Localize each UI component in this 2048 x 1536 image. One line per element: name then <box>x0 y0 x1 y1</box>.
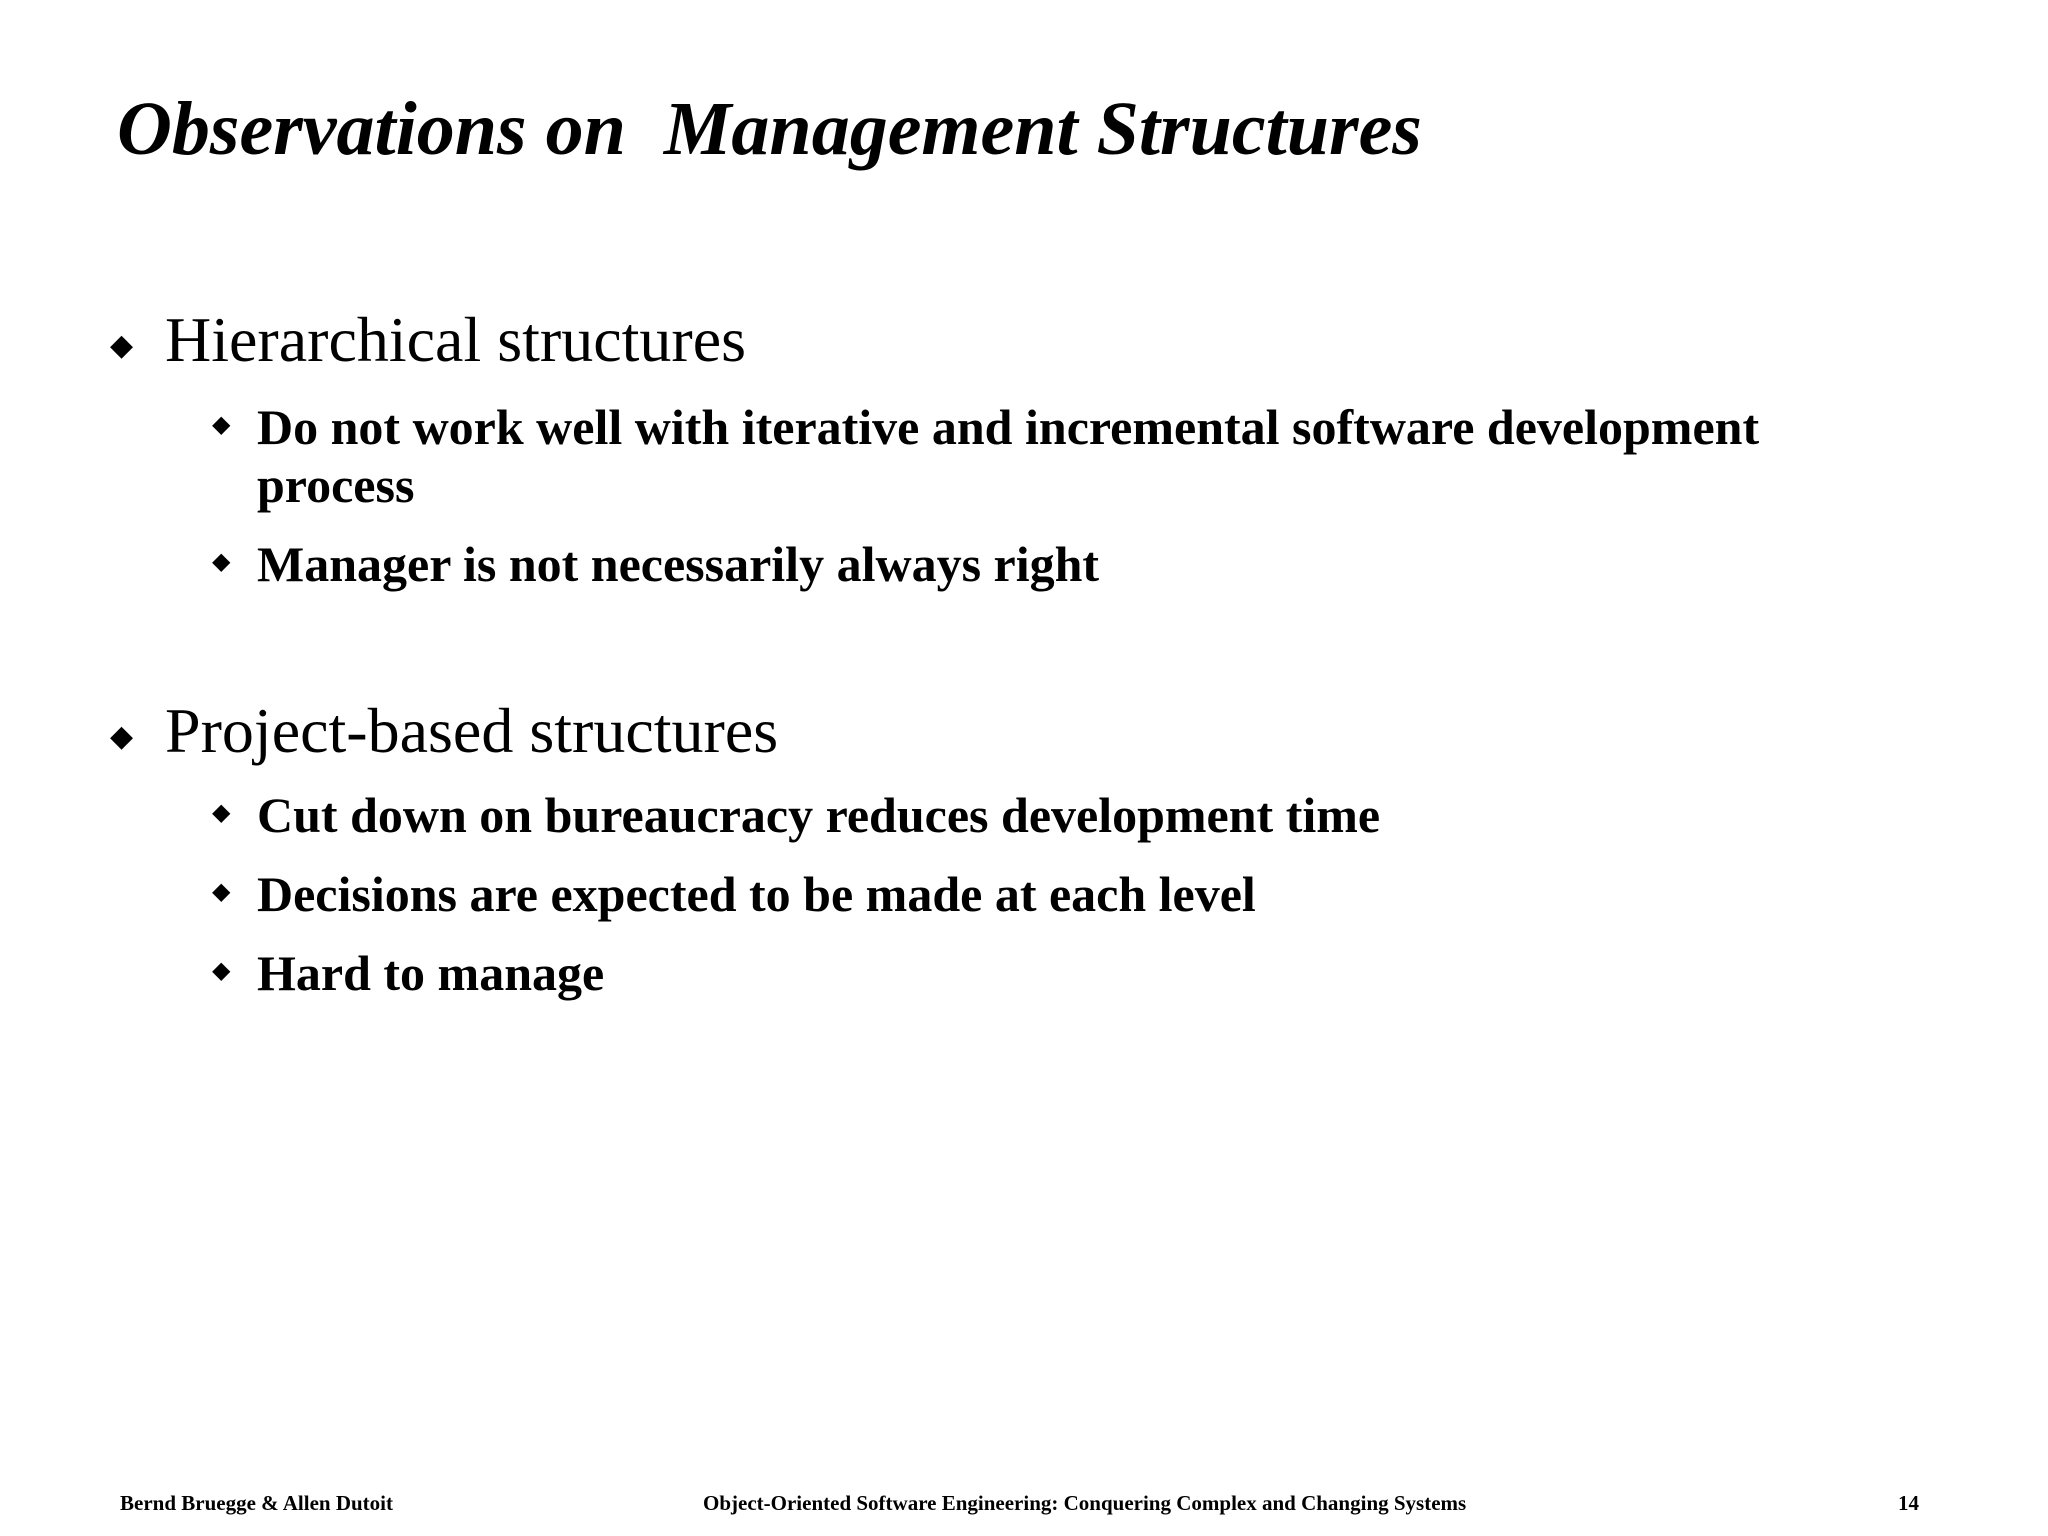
subbullet-text: Decisions are expected to be made at each level <box>257 866 1256 922</box>
footer-page-number: 14 <box>1898 1491 1919 1515</box>
slide-title: Observations on Management Structures <box>117 87 1422 171</box>
diamond-bullet-icon: ◆ <box>212 800 231 826</box>
subbullet-item <box>212 865 1772 923</box>
subbullet-item <box>212 944 1772 1002</box>
subbullet-item <box>212 398 1772 514</box>
diamond-bullet-icon: ◆ <box>212 879 231 905</box>
subbullet-text: Do not work well with iterative and incremental software development process <box>257 399 1760 513</box>
subbullet-text: Manager is not necessarily always right <box>257 536 1100 592</box>
bullet-text: Hierarchical structures <box>165 304 747 375</box>
subbullet-text: Cut down on bureaucracy reduces development time <box>257 787 1381 843</box>
diamond-bullet-icon: ◆ <box>110 329 134 362</box>
diamond-bullet-icon: ◆ <box>212 958 231 984</box>
footer-authors: Bernd Bruegge & Allen Dutoit <box>120 1491 393 1515</box>
diamond-bullet-icon: ◆ <box>212 549 231 575</box>
subbullet-item <box>212 786 1772 844</box>
bullet-text: Project-based structures <box>165 695 779 766</box>
footer-book-title: Object-Oriented Software Engineering: Conquering Complex and Changing Systems <box>703 1491 1467 1515</box>
subbullet-item <box>212 535 1772 593</box>
diamond-bullet-icon: ◆ <box>212 412 231 438</box>
diamond-bullet-icon: ◆ <box>110 720 134 753</box>
subbullet-text: Hard to manage <box>257 945 605 1001</box>
